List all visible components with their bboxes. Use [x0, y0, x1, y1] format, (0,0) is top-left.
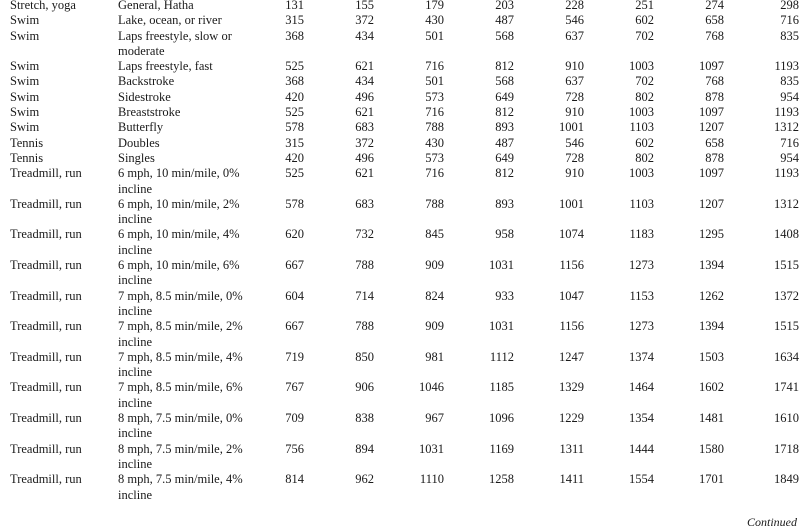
- calorie-value-cell: 1481: [699, 411, 724, 426]
- table-row: [0, 442, 799, 473]
- calorie-value-cell: 788: [425, 120, 444, 135]
- calorie-value-cell: 1112: [489, 349, 514, 364]
- calorie-value-cell: 658: [705, 135, 724, 150]
- calorie-value-cell: 714: [355, 288, 374, 303]
- calorie-value-cell: 1515: [774, 319, 799, 334]
- activity-cell: Swim: [10, 120, 40, 135]
- calorie-value-cell: 709: [285, 411, 304, 426]
- calorie-value-cell: 719: [285, 349, 304, 364]
- calorie-value-cell: 1411: [559, 472, 584, 487]
- calorie-value-cell: 1741: [774, 380, 799, 395]
- calorie-value-cell: 878: [705, 89, 724, 104]
- activity-cell: Swim: [10, 89, 40, 104]
- calorie-value-cell: 1185: [489, 380, 514, 395]
- calorie-value-cell: 802: [635, 150, 654, 165]
- calorie-value-cell: 1312: [774, 120, 799, 135]
- activity-cell: Swim: [10, 28, 40, 43]
- calorie-value-cell: 910: [565, 59, 584, 74]
- calorie-value-cell: 179: [425, 0, 444, 12]
- calorie-value-cell: 814: [285, 472, 304, 487]
- table-row: [0, 289, 799, 320]
- calorie-value-cell: 824: [425, 288, 444, 303]
- calorie-value-cell: 788: [355, 319, 374, 334]
- calorie-value-cell: 683: [355, 196, 374, 211]
- calorie-value-cell: 1183: [629, 227, 654, 242]
- description-cell: 6 mph, 10 min/mile, 0% incline: [118, 166, 240, 196]
- calorie-value-cell: 767: [285, 380, 304, 395]
- activity-cell: Swim: [10, 13, 40, 28]
- activity-cell: Tennis: [10, 135, 44, 150]
- description-cell: 8 mph, 7.5 min/mile, 4% incline: [118, 472, 243, 502]
- calorie-value-cell: 1311: [559, 441, 584, 456]
- calorie-value-cell: 933: [495, 288, 514, 303]
- calorie-value-cell: 788: [355, 258, 374, 273]
- calorie-value-cell: 1295: [699, 227, 724, 242]
- description-cell: 6 mph, 10 min/mile, 2% incline: [118, 196, 240, 227]
- calorie-value-cell: 909: [425, 258, 444, 273]
- calorie-value-cell: 716: [425, 166, 444, 181]
- description-cell: 8 mph, 7.5 min/mile, 2% incline: [118, 441, 243, 471]
- description-cell: General, Hatha: [118, 0, 194, 12]
- calorie-value-cell: 1193: [774, 105, 799, 120]
- calorie-value-cell: 1258: [489, 472, 514, 487]
- calorie-value-cell: 1193: [774, 166, 799, 181]
- calorie-value-cell: 203: [495, 0, 514, 12]
- calorie-value-cell: 1031: [489, 258, 514, 273]
- calorie-value-cell: 1849: [774, 472, 799, 487]
- calorie-value-cell: 683: [355, 120, 374, 135]
- table-row: [0, 90, 799, 105]
- calorie-value-cell: 1031: [419, 441, 444, 456]
- calorie-value-cell: 228: [565, 0, 584, 12]
- calorie-value-cell: 1408: [774, 227, 799, 242]
- continued-note: Continued: [747, 515, 797, 529]
- table-row: [0, 319, 799, 350]
- activity-cell: Swim: [10, 105, 40, 120]
- calorie-value-cell: 1097: [699, 59, 724, 74]
- activity-cell: Swim: [10, 74, 40, 89]
- calorie-value-cell: 578: [285, 196, 304, 211]
- calorie-value-cell: 1003: [629, 105, 654, 120]
- table-row: [0, 472, 799, 503]
- calorie-value-cell: 1096: [489, 411, 514, 426]
- calorie-value-cell: 430: [425, 13, 444, 28]
- calorie-value-cell: 1097: [699, 105, 724, 120]
- table-row: [0, 227, 799, 258]
- calorie-value-cell: 568: [495, 28, 514, 43]
- calorie-value-cell: 1110: [419, 472, 444, 487]
- calorie-value-cell: 1394: [699, 258, 724, 273]
- calorie-value-cell: 728: [565, 89, 584, 104]
- calorie-value-cell: 835: [780, 74, 799, 89]
- calorie-value-cell: 546: [565, 13, 584, 28]
- calorie-value-cell: 812: [495, 59, 514, 74]
- calorie-value-cell: 568: [495, 74, 514, 89]
- activity-cell: Treadmill, run: [10, 441, 82, 456]
- activity-cell: Treadmill, run: [10, 196, 82, 211]
- calorie-value-cell: 910: [565, 105, 584, 120]
- calorie-value-cell: 728: [565, 150, 584, 165]
- calorie-value-cell: 845: [425, 227, 444, 242]
- calorie-value-cell: 602: [635, 13, 654, 28]
- calorie-value-cell: 621: [355, 59, 374, 74]
- calorie-value-cell: 954: [780, 150, 799, 165]
- activity-cell: Treadmill, run: [10, 288, 82, 303]
- calorie-value-cell: 1374: [629, 349, 654, 364]
- calorie-value-cell: 487: [495, 135, 514, 150]
- calorie-value-cell: 546: [565, 135, 584, 150]
- calorie-value-cell: 1047: [559, 288, 584, 303]
- table-row: [0, 350, 799, 381]
- calorie-value-cell: 434: [355, 28, 374, 43]
- calorie-value-cell: 501: [425, 28, 444, 43]
- calorie-value-cell: 604: [285, 288, 304, 303]
- calorie-value-cell: 637: [565, 74, 584, 89]
- calorie-value-cell: 578: [285, 120, 304, 135]
- calorie-value-cell: 1103: [629, 120, 654, 135]
- table-row: [0, 166, 799, 197]
- calorie-value-cell: 958: [495, 227, 514, 242]
- calorie-value-cell: 131: [285, 0, 304, 12]
- calorie-value-cell: 910: [565, 166, 584, 181]
- calorie-value-cell: 621: [355, 166, 374, 181]
- calorie-value-cell: 315: [285, 135, 304, 150]
- calorie-value-cell: 1003: [629, 59, 654, 74]
- table-row: [0, 13, 799, 28]
- calorie-value-cell: 835: [780, 28, 799, 43]
- activity-cell: Treadmill, run: [10, 411, 82, 426]
- activity-cell: Treadmill, run: [10, 380, 82, 395]
- activity-cell: Tennis: [10, 150, 44, 165]
- calorie-value-cell: 525: [285, 59, 304, 74]
- calorie-value-cell: 812: [495, 105, 514, 120]
- calorie-value-cell: 1464: [629, 380, 654, 395]
- calorie-value-cell: 732: [355, 227, 374, 242]
- calorie-value-cell: 298: [780, 0, 799, 12]
- table-row: [0, 74, 799, 89]
- description-cell: Breaststroke: [118, 105, 181, 120]
- calorie-value-cell: 1718: [774, 441, 799, 456]
- calorie-value-cell: 525: [285, 105, 304, 120]
- description-cell: Lake, ocean, or river: [118, 13, 222, 28]
- activity-cell: Treadmill, run: [10, 349, 82, 364]
- description-cell: 6 mph, 10 min/mile, 4% incline: [118, 227, 240, 257]
- table-row: [0, 0, 799, 13]
- calorie-value-cell: 702: [635, 28, 654, 43]
- description-cell: Doubles: [118, 135, 160, 150]
- calorie-value-cell: 1602: [699, 380, 724, 395]
- calorie-value-cell: 1701: [699, 472, 724, 487]
- calorie-value-cell: 1003: [629, 166, 654, 181]
- calorie-value-cell: 155: [355, 0, 374, 12]
- calorie-value-cell: 372: [355, 13, 374, 28]
- calorie-value-cell: 716: [425, 105, 444, 120]
- calorie-value-cell: 850: [355, 349, 374, 364]
- table-row: [0, 258, 799, 289]
- calorie-value-cell: 667: [285, 319, 304, 334]
- calorie-value-cell: 434: [355, 74, 374, 89]
- calorie-value-cell: 621: [355, 105, 374, 120]
- calorie-value-cell: 756: [285, 441, 304, 456]
- calorie-value-cell: 1503: [699, 349, 724, 364]
- calorie-value-cell: 1153: [629, 288, 654, 303]
- calorie-value-cell: 893: [495, 120, 514, 135]
- calorie-value-cell: 368: [285, 74, 304, 89]
- calorie-value-cell: 967: [425, 411, 444, 426]
- calorie-value-cell: 420: [285, 89, 304, 104]
- calorie-value-cell: 667: [285, 258, 304, 273]
- calorie-value-cell: 1312: [774, 196, 799, 211]
- activity-cell: Treadmill, run: [10, 472, 82, 487]
- calorie-value-cell: 372: [355, 135, 374, 150]
- calorie-value-cell: 768: [705, 74, 724, 89]
- calorie-value-cell: 906: [355, 380, 374, 395]
- calorie-value-cell: 315: [285, 13, 304, 28]
- calorie-value-cell: 1097: [699, 166, 724, 181]
- description-cell: Sidestroke: [118, 89, 171, 104]
- description-cell: Laps freestyle, slow or moderate: [118, 28, 232, 58]
- table-row: [0, 151, 799, 166]
- calorie-value-cell: 251: [635, 0, 654, 12]
- calorie-value-cell: 1046: [419, 380, 444, 395]
- description-cell: 6 mph, 10 min/mile, 6% incline: [118, 258, 240, 288]
- calorie-value-cell: 1394: [699, 319, 724, 334]
- calorie-value-cell: 1247: [559, 349, 584, 364]
- calorie-value-cell: 496: [355, 89, 374, 104]
- table-row: [0, 120, 799, 135]
- calorie-value-cell: 893: [495, 196, 514, 211]
- calorie-value-cell: 788: [425, 196, 444, 211]
- activity-cell: Treadmill, run: [10, 227, 82, 242]
- calorie-value-cell: 716: [780, 135, 799, 150]
- calorie-value-cell: 909: [425, 319, 444, 334]
- table-row: [0, 105, 799, 120]
- table-row: [0, 29, 799, 60]
- calorie-value-cell: 602: [635, 135, 654, 150]
- table-row: [0, 59, 799, 74]
- description-cell: Laps freestyle, fast: [118, 59, 213, 74]
- calorie-value-cell: 1031: [489, 319, 514, 334]
- calorie-value-cell: 658: [705, 13, 724, 28]
- description-cell: 7 mph, 8.5 min/mile, 2% incline: [118, 319, 243, 349]
- description-cell: 7 mph, 8.5 min/mile, 6% incline: [118, 380, 243, 410]
- description-cell: 8 mph, 7.5 min/mile, 0% incline: [118, 411, 243, 441]
- calorie-value-cell: 802: [635, 89, 654, 104]
- calorie-value-cell: 573: [425, 150, 444, 165]
- calorie-value-cell: 716: [425, 59, 444, 74]
- calorie-value-cell: 1169: [489, 441, 514, 456]
- description-cell: Singles: [118, 150, 155, 165]
- calorie-value-cell: 1580: [699, 441, 724, 456]
- calorie-value-cell: 1634: [774, 349, 799, 364]
- table-row: [0, 411, 799, 442]
- calorie-value-cell: 620: [285, 227, 304, 242]
- calorie-value-cell: 1001: [559, 120, 584, 135]
- calorie-value-cell: 894: [355, 441, 374, 456]
- calorie-value-cell: 1229: [559, 411, 584, 426]
- calorie-value-cell: 838: [355, 411, 374, 426]
- calorie-value-cell: 1103: [629, 196, 654, 211]
- calorie-value-cell: 1610: [774, 411, 799, 426]
- calorie-value-cell: 1372: [774, 288, 799, 303]
- activity-cell: Stretch, yoga: [10, 0, 76, 12]
- calorie-value-cell: 1156: [559, 319, 584, 334]
- calorie-value-cell: 1273: [629, 258, 654, 273]
- calorie-value-cell: 878: [705, 150, 724, 165]
- description-cell: Backstroke: [118, 74, 175, 89]
- calorie-value-cell: 1207: [699, 120, 724, 135]
- calorie-value-cell: 1515: [774, 258, 799, 273]
- calorie-value-cell: 962: [355, 472, 374, 487]
- calorie-value-cell: 1444: [629, 441, 654, 456]
- calorie-value-cell: 1273: [629, 319, 654, 334]
- calorie-value-cell: 1156: [559, 258, 584, 273]
- calorie-value-cell: 1329: [559, 380, 584, 395]
- calorie-value-cell: 1207: [699, 196, 724, 211]
- calorie-value-cell: 1001: [559, 196, 584, 211]
- calorie-value-cell: 420: [285, 150, 304, 165]
- calorie-value-cell: 954: [780, 89, 799, 104]
- calorie-value-cell: 487: [495, 13, 514, 28]
- calorie-value-cell: 1074: [559, 227, 584, 242]
- calorie-value-cell: 716: [780, 13, 799, 28]
- calorie-value-cell: 649: [495, 150, 514, 165]
- calorie-value-cell: 1193: [774, 59, 799, 74]
- calorie-value-cell: 368: [285, 28, 304, 43]
- calorie-value-cell: 496: [355, 150, 374, 165]
- calorie-value-cell: 525: [285, 166, 304, 181]
- calorie-value-cell: 430: [425, 135, 444, 150]
- calorie-value-cell: 1262: [699, 288, 724, 303]
- calorie-value-cell: 768: [705, 28, 724, 43]
- calorie-value-cell: 1354: [629, 411, 654, 426]
- calorie-value-cell: 649: [495, 89, 514, 104]
- calorie-value-cell: 637: [565, 28, 584, 43]
- description-cell: Butterfly: [118, 120, 164, 135]
- description-cell: 7 mph, 8.5 min/mile, 0% incline: [118, 288, 243, 318]
- description-cell: 7 mph, 8.5 min/mile, 4% incline: [118, 349, 243, 380]
- table-row: [0, 380, 799, 411]
- calorie-value-cell: 274: [705, 0, 724, 12]
- activity-cell: Swim: [10, 59, 40, 74]
- calorie-value-cell: 812: [495, 166, 514, 181]
- calorie-value-cell: 501: [425, 74, 444, 89]
- calorie-value-cell: 1554: [629, 472, 654, 487]
- calorie-value-cell: 981: [425, 349, 444, 364]
- table-row: [0, 197, 799, 228]
- activity-cell: Treadmill, run: [10, 258, 82, 273]
- table-row: [0, 136, 799, 151]
- activity-cell: Treadmill, run: [10, 166, 82, 181]
- activity-cell: Treadmill, run: [10, 319, 82, 334]
- calorie-value-cell: 702: [635, 74, 654, 89]
- calorie-value-cell: 573: [425, 89, 444, 104]
